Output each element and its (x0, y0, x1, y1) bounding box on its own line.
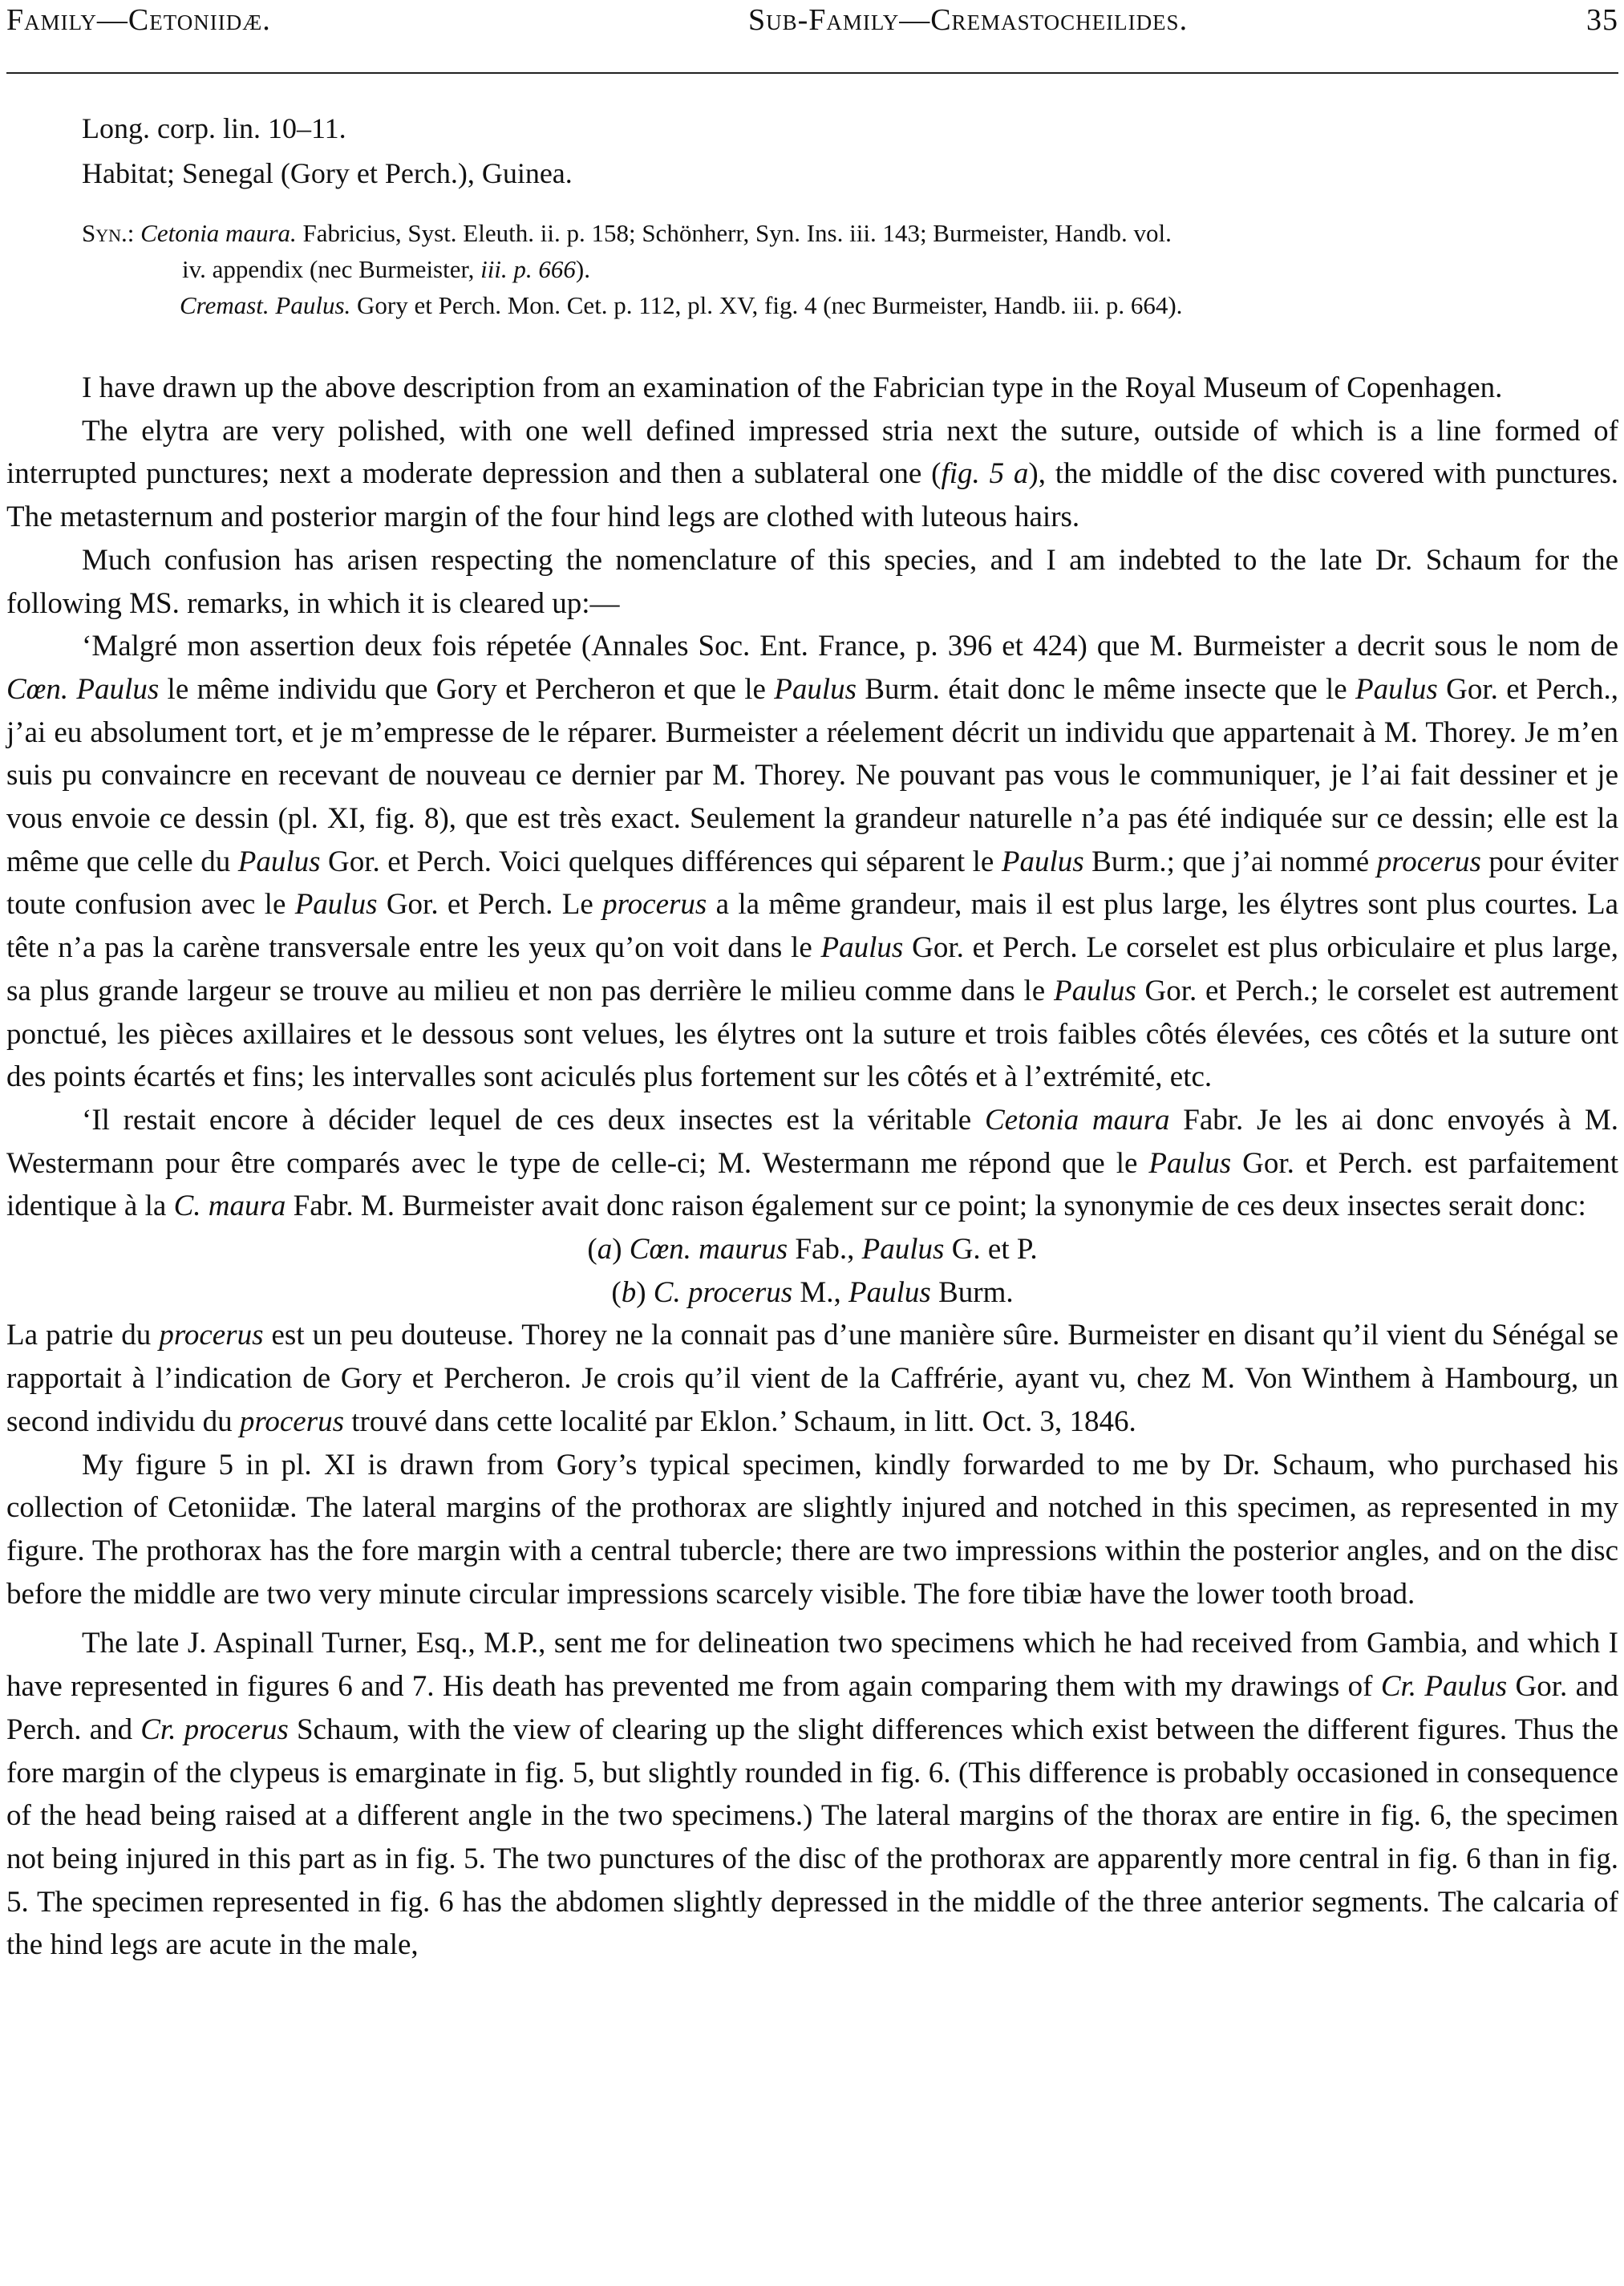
italic-text-run: Paulus (294, 888, 378, 922)
text-run: Gor. et Perch.; le corselet est autrement ponctué, les pièces axillaires et le dessous sont velues, les élytres ont la suture et trois faibles côtés élevées, ces côtés et la suture ont des points écartés et fins; les intervalles sont aciculés plus fortement sur les côtés et à l’extrémité, etc. (6, 974, 1618, 1094)
italic-text-run: b (621, 1275, 637, 1309)
text-run: M., (792, 1275, 849, 1309)
body-length: Long. corp. lin. 10–11. (82, 112, 346, 144)
body-text (6, 367, 1618, 1967)
text-run: Fabr. Je les ai donc envoyés à M. Westermann pour être comparés avec le type de celle-ci; M. Westermann me répond que le (6, 1103, 1618, 1180)
text-run: Fabr. M. Burmeister avait donc raison également sur ce point; la synonymie de ces deux insectes serait donc: (286, 1190, 1586, 1223)
synonym-reference: iv. appendix (nec Burmeister, (182, 255, 481, 283)
text-run: ( (611, 1275, 622, 1309)
italic-text-run: Paulus (237, 845, 321, 878)
italic-text-run: Paulus (861, 1233, 945, 1267)
page (6, 0, 1619, 1962)
text-run: La patrie du (6, 1319, 160, 1352)
synonym-reference-italic: iii. p. 666 (480, 255, 576, 283)
synonym-name: Cetonia maura. (140, 219, 297, 247)
synonymy-block (82, 215, 1618, 323)
text-run: a la même grandeur, mais il est plus large, les élytres sont plus courtes. La tête n’a pas la carène transversale entre les yeux qu’on voit dans le (6, 888, 1619, 965)
italic-text-run: Cetonia maura (984, 1103, 1170, 1137)
quoted-paragraph (6, 1314, 1618, 1443)
text-run: Gor. et Perch. Le corselet est plus orbiculaire et plus large, sa plus grande largeur se trouve au milieu et non pas derrière le milieu comme dans le (6, 931, 1618, 1007)
figure-reference: fig. 5 a (941, 457, 1029, 491)
paragraph: I have drawn up the above description from an examination of the Fabrician type in the Royal Museum of Copenhagen. (82, 371, 1503, 404)
page-number: 35 (1586, 3, 1618, 37)
italic-text-run: Paulus (774, 672, 857, 706)
italic-text-run: Paulus (1053, 974, 1136, 1007)
text-run: pour éviter toute confusion avec le (6, 845, 1618, 922)
paragraph (6, 1622, 1618, 1967)
text-run: le même individu que Gory et Percheron et que le (159, 672, 775, 706)
header-rule (6, 72, 1618, 74)
synonym-reference: Fabricius, Syst. Eleuth. ii. p. 158; Schönherr, Syn. Ins. iii. 143; Burmeister, Handb. vol. (302, 219, 1172, 247)
quoted-paragraph (6, 625, 1618, 1099)
text-run: The late J. Aspinall Turner, Esq., M.P., sent me for delineation two specimens which he had received from Gambia, and which I have represented in figures 6 and 7. His death has prevented me from again comparing them with my drawings of (6, 1627, 1618, 1704)
text-run: The elytra are very polished, with one well defined impressed stria next the suture, outside of which is a line formed of interrupted punctures; next a moderate depression and then a sublateral one ( (6, 414, 1618, 491)
italic-text-run: C. procerus (653, 1275, 793, 1309)
synonymy-line-a (6, 1228, 1618, 1271)
header-family: Family—Cetoniidæ. (6, 3, 271, 37)
text-run: Gor. et Perch., j’ai eu absolument tort, et je m’empresse de le réparer. Burmeister a réelement décrit un individu que appartenait à M. Thorey. Je m’en suis pu convaincre en recevant de nouveau ce dernier par M. Thorey. Ne pouvant pas vous le communiquer, je l’ai fait dessiner et je vous envoie ce dessin (pl. XI, fig. 8), que est très exact. Seulement la grandeur naturelle n’a pas été indiquée sur ce dessin; elle est la même que celle du (6, 672, 1619, 878)
synonymy-line-b (6, 1271, 1618, 1315)
italic-text-run: Paulus (820, 931, 904, 965)
italic-text-run: Paulus (1148, 1146, 1232, 1180)
text-run: ( (587, 1233, 597, 1267)
italic-text-run: Cœn. maurus (629, 1233, 788, 1267)
text-run: Gor. et Perch. Le (377, 888, 603, 922)
text-run: est un peu douteuse. Thorey ne la connait pas d’une manière sûre. Burmeister en disant qu’il vient du Sénégal se rapportait à l’indication de Gory et Percheron. Je crois qu’il vient de la Caffrérie, ayant vu, chez M. Von Winthem à Hambourg, un second individu du (6, 1319, 1619, 1438)
header-subfamily: Sub-Family—Cremastocheilides. (748, 3, 1189, 37)
italic-text-run: C. maura (173, 1190, 286, 1223)
text-run: ‘Il restait encore à décider lequel de ces deux insectes est la véritable (82, 1103, 985, 1137)
synonym-name: Cremast. Paulus. (180, 291, 351, 319)
italic-text-run: Cr. Paulus (1380, 1670, 1508, 1704)
italic-text-run: Cœn. Paulus (6, 672, 160, 706)
running-head (6, 0, 1618, 55)
italic-text-run: Paulus (1355, 672, 1438, 706)
text-run: Gor. and Perch. and (6, 1670, 1618, 1746)
synonymy-entry-2 (82, 287, 1618, 323)
italic-text-run: Cr. procerus (140, 1712, 289, 1746)
text-run: G. et P. (944, 1233, 1038, 1267)
species-meta (82, 106, 573, 196)
synonym-reference: Gory et Perch. Mon. Cet. p. 112, pl. XV, fig. 4 (nec Burmeister, Handb. iii. p. 664). (357, 291, 1183, 319)
text-run: ) (612, 1233, 630, 1267)
italic-text-run: Paulus (848, 1275, 931, 1309)
italic-text-run: Paulus (1001, 845, 1084, 878)
quoted-paragraph (6, 1099, 1618, 1228)
text-run: Burm. (930, 1275, 1014, 1309)
italic-text-run: procerus (239, 1404, 345, 1438)
synonymy-prefix: Syn.: (82, 219, 135, 247)
paragraph: Much confusion has arisen respecting the nomenclature of this species, and I am indebted to the late Dr. Schaum for the following MS. remarks, in which it is cleared up:— (6, 543, 1618, 620)
text-run: Gor. et Perch. Voici quelques différences qui séparent le (320, 845, 1002, 878)
synonymy-entry-1 (82, 215, 1618, 251)
text-run: Fab., (788, 1233, 862, 1267)
italic-text-run: a (597, 1233, 613, 1267)
synonymy-entry-1-continued (82, 251, 1618, 287)
italic-text-run: procerus (602, 888, 707, 922)
paragraph (6, 410, 1618, 539)
text-run: Burm.; que j’ai nommé (1083, 845, 1377, 878)
text-run: Schaum, with the view of clearing up the slight differences which exist between the different figures. Thus the fore margin of the clypeus is emarginate in fig. 5, but slightly rounded in fig. 6. (This difference is probably occasioned in consequence of the head being raised at a different angle in the two specimens.) The lateral margins of the thorax are entire in fig. 6, the specimen not being injured in this part as in fig. 5. The two punctures of the disc of the prothorax are apparently more central in fig. 6 than in fig. 5. The specimen represented in fig. 6 has the abdomen slightly depressed in the middle of the three anterior segments. The calcaria of the hind legs are acute in the male, (6, 1712, 1618, 1962)
italic-text-run: procerus (159, 1319, 264, 1352)
text-run: trouvé dans cette localité par Eklon.’ Schaum, in litt. Oct. 3, 1846. (344, 1404, 1136, 1438)
text-run: ) (636, 1275, 654, 1309)
text-run: ‘Malgré mon assertion deux fois répetée (Annales Soc. Ent. France, p. 396 et 424) que M. Burmeister a decrit sous le nom de (82, 630, 1618, 663)
synonym-reference: ). (575, 255, 590, 283)
text-run: Burm. était donc le même insecte que le (857, 672, 1356, 706)
text-run: Gor. et Perch. est parfaitement identique à la (6, 1146, 1619, 1223)
italic-text-run: procerus (1376, 845, 1481, 878)
habitat: Habitat; Senegal (Gory et Perch.), Guinea. (82, 157, 573, 189)
paragraph: My figure 5 in pl. XI is drawn from Gory’s typical specimen, kindly forwarded to me by Dr. Schaum, who purchased his collection of Cetoniidæ. The lateral margins of the prothorax are slightly injured and notched in this specimen, as represented in my figure. The prothorax has the fore margin with a central tubercle; there are two impressions within the posterior angles, and on the disc before the middle are two very minute circular impressions scarcely visible. The fore tibiæ have the lower tooth broad. (6, 1448, 1618, 1611)
text-run: ), the middle of the disc covered with punctures. The metasternum and posterior margin of the four hind legs are clothed with luteous hairs. (6, 457, 1619, 534)
